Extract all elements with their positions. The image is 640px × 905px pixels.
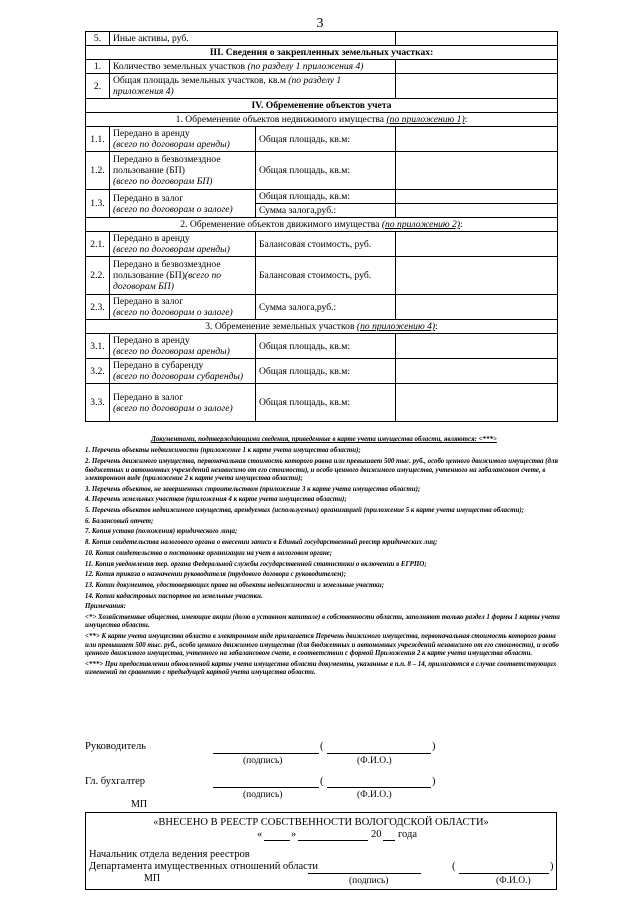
registry-stamp bbox=[85, 812, 557, 890]
subsection-title: 1. Обременение объектов недвижимого имущества (по приложению 1): bbox=[86, 113, 558, 127]
value-cell[interactable] bbox=[396, 74, 558, 99]
row-number: 1. bbox=[86, 60, 110, 74]
row-label: Иные активы, руб. bbox=[110, 32, 396, 46]
measure-label: Общая площадь, кв.м: bbox=[256, 359, 396, 384]
value-cell[interactable] bbox=[396, 232, 558, 257]
paren-open: ( bbox=[320, 776, 324, 787]
table-row bbox=[86, 232, 558, 257]
row-label: Общая площадь земельных участков, кв.м (по разделу 1 приложения 4) bbox=[110, 74, 396, 99]
row-number: 1.2. bbox=[86, 152, 110, 190]
measure-label: Общая площадь, кв.м: bbox=[256, 334, 396, 359]
list-item: 8. Копия свидетельства налогового органа о внесении записи в Единый государственный реестр юридических лиц; bbox=[85, 539, 438, 547]
stamp-name-line[interactable] bbox=[459, 873, 549, 874]
date-mid: » bbox=[291, 829, 297, 840]
table-row bbox=[86, 32, 558, 46]
date-year-suffix: года bbox=[398, 829, 417, 840]
signature-caption: (подпись) bbox=[349, 876, 389, 886]
table-row bbox=[86, 60, 558, 74]
value-cell[interactable] bbox=[396, 257, 558, 295]
row-label: Передано в аренду (всего по договорам аренды) bbox=[110, 127, 256, 152]
value-cell[interactable] bbox=[396, 334, 558, 359]
row-label: Передано в залог (всего по договорам о залоге) bbox=[110, 295, 256, 320]
value-cell[interactable] bbox=[396, 127, 558, 152]
paren-close: ) bbox=[432, 776, 436, 787]
accountant-label: Гл. бухгалтер bbox=[85, 776, 146, 787]
measure-label: Сумма залога,руб.: bbox=[256, 295, 396, 320]
row-number: 2.3. bbox=[86, 295, 110, 320]
subsection-title: 3. Обременение земельных участков (по приложению 4): bbox=[86, 320, 558, 334]
row-number: 2. bbox=[86, 74, 110, 99]
row-number: 2.2. bbox=[86, 257, 110, 295]
row-label: Передано в безвозмездное пользование (БП)(всего по договорам БП) bbox=[110, 257, 256, 295]
row-number: 3.1. bbox=[86, 334, 110, 359]
stamp-line1: Начальник отдела ведения реестров bbox=[89, 849, 250, 860]
list-item: 3. Перечень объектов, не завершенных строительством (приложение 3 к карте учета имущества области); bbox=[85, 485, 421, 493]
table-row bbox=[86, 127, 558, 152]
measure-label: Сумма залога,руб.: bbox=[256, 204, 396, 218]
accountant-signature-line[interactable] bbox=[213, 787, 319, 788]
list-item: 4. Перечень земельных участков (приложения 4 к карте учета имущества области); bbox=[85, 496, 347, 504]
measure-label: Общая площадь, кв.м: bbox=[256, 152, 396, 190]
date-year-line[interactable] bbox=[383, 840, 395, 841]
date-year: 20 bbox=[371, 829, 382, 840]
head-label: Руководитель bbox=[85, 741, 146, 752]
table-row bbox=[86, 257, 558, 295]
stamp-line2: Департамента имущественных отношений области bbox=[89, 861, 319, 872]
stamp-title: «ВНЕСЕНО В РЕЕСТР СОБСТВЕННОСТИ ВОЛОГОДСКОЙ ОБЛАСТИ» bbox=[153, 817, 489, 828]
measure-label: Балансовая стоимость, руб. bbox=[256, 257, 396, 295]
signature-caption: (подпись) bbox=[243, 756, 283, 766]
note-item: <**> К карте учета имущества области в электронном виде прилагается Перечень движимого имущества, первоначальная стоимость которого равна или превышает 500 тыс. руб., особо ценного движимого имущества (для бюджетных и автономных учреждений независимо от его стоимости), и особо ценного движимого имущества, учтенного на забалансовом счете, в соответствии с формой Приложения 2 к карте учета имущества области. bbox=[85, 633, 559, 657]
note-item: <***> При предоставлении обновленной карты учета имущества области документы, указанные в п.п. 8 – 14, прилагаются в случае соответствующих изменений по сравнению с предыдущей картой учета имущества области. bbox=[85, 660, 557, 677]
list-item: 2. Перечень движимого имущества, первоначальная стоимость которого равна или превышает 500 тыс. руб., особо ценного движимого имущества (для бюджетных и автономных учреждений независимо от его стоимости), и особо ценного движимого имущества, учтенного на забалансовом счете, в электронном виде (приложение 2 к карте учета имущества области); bbox=[85, 458, 559, 482]
row-number: 1.3. bbox=[86, 190, 110, 218]
table-row bbox=[86, 334, 558, 359]
row-number: 3.3. bbox=[86, 384, 110, 422]
list-item: 7. Копия устава (положения) юридического лица; bbox=[85, 528, 238, 536]
row-number: 3.2. bbox=[86, 359, 110, 384]
asset-table bbox=[85, 31, 558, 422]
table-row bbox=[86, 359, 558, 384]
value-cell[interactable] bbox=[396, 152, 558, 190]
row-label: Количество земельных участков (по разделу 1 приложения 4) bbox=[110, 60, 396, 74]
documents-list bbox=[85, 436, 563, 680]
list-item: 1. Перечень объекты недвижимости (приложение 1 к карте учета имущества области); bbox=[85, 447, 361, 455]
paren-open: ( bbox=[320, 741, 324, 752]
stamp-signature-line[interactable] bbox=[308, 873, 421, 874]
head-name-line[interactable] bbox=[327, 753, 431, 754]
name-caption: (Ф.И.О.) bbox=[357, 790, 392, 800]
table-row bbox=[86, 74, 558, 99]
paren-open: ( bbox=[452, 861, 456, 872]
subsection-title: 2. Обременение объектов движимого имущества (по приложению 2): bbox=[86, 218, 558, 232]
row-number: 2.1. bbox=[86, 232, 110, 257]
value-cell[interactable] bbox=[396, 190, 558, 204]
table-row bbox=[86, 384, 558, 422]
section4-title: IV. Обременение объектов учета bbox=[86, 99, 558, 113]
section3-title: III. Сведения о закрепленных земельных участках: bbox=[86, 46, 558, 60]
table-row bbox=[86, 190, 558, 204]
documents-heading: Документами, подтверждающими сведения, приведенные в карте учета имущества области, являются: <***> bbox=[151, 436, 497, 443]
value-cell[interactable] bbox=[396, 384, 558, 422]
value-cell[interactable] bbox=[396, 359, 558, 384]
table-row bbox=[86, 152, 558, 190]
paren-close: ) bbox=[432, 741, 436, 752]
measure-label: Общая площадь, кв.м: bbox=[256, 190, 396, 204]
paren-close: ) bbox=[550, 861, 554, 872]
measure-label: Балансовая стоимость, руб. bbox=[256, 232, 396, 257]
signature-caption: (подпись) bbox=[243, 790, 283, 800]
name-caption: (Ф.И.О.) bbox=[496, 876, 531, 886]
stamp-mp: МП bbox=[144, 873, 161, 884]
list-item: 5. Перечень объектов недвижимого имущества, арендуемых (используемых) организацией (приложение 5 к карте учета имущества области); bbox=[85, 507, 524, 515]
measure-label: Общая площадь, кв.м: bbox=[256, 384, 396, 422]
mp-label: МП bbox=[131, 799, 148, 810]
row-label: Передано в безвозмездное пользование (БП) (всего по договорам БП) bbox=[110, 152, 256, 190]
list-item: 12. Копия приказа о назначении руководителя (трудового договора с руководителем); bbox=[85, 571, 347, 579]
row-number: 1.1. bbox=[86, 127, 110, 152]
page-number: 3 bbox=[316, 16, 324, 31]
value-cell[interactable] bbox=[396, 295, 558, 320]
measure-label: Общая площадь, кв.м: bbox=[256, 127, 396, 152]
row-number: 5. bbox=[86, 32, 110, 46]
value-cell[interactable] bbox=[396, 204, 558, 218]
head-signature-line[interactable] bbox=[213, 753, 319, 754]
value-cell[interactable] bbox=[396, 32, 558, 46]
note-item: <*> Хозяйственные общества, имеющие акции (долю в уставном капитале) в собственности области, заполняют только раздел 1 формы 1 карты учета имущества области. bbox=[85, 614, 560, 630]
notes-title: Примечания: bbox=[85, 603, 126, 611]
date-day-line[interactable] bbox=[264, 840, 290, 841]
date-month-line[interactable] bbox=[298, 840, 368, 841]
accountant-name-line[interactable] bbox=[327, 787, 431, 788]
row-label: Передано в залог (всего по договорам о залоге) bbox=[110, 384, 256, 422]
row-label: Передано в субаренду (всего по договорам субаренды) bbox=[110, 359, 256, 384]
date-open: « bbox=[257, 829, 263, 840]
list-item: 14. Копии кадастровых паспортов на земельные участки. bbox=[85, 592, 263, 600]
table-row bbox=[86, 295, 558, 320]
row-label: Передано в аренду (всего по договорам аренды) bbox=[110, 334, 256, 359]
list-item: 13. Копии документов, удостоверяющих права на объекты недвижимости и земельные участки; bbox=[85, 581, 385, 589]
list-item: 6. Балансовый отчет; bbox=[85, 517, 154, 525]
list-item: 11. Копия уведомления тер. органа Федеральной службы государственной статистики о включении в ЕГРПО; bbox=[85, 560, 427, 568]
list-item: 10. Копия свидетельства о постановке организации на учет в налоговом органе; bbox=[85, 549, 332, 557]
row-label: Передано в аренду (всего по договорам аренды) bbox=[110, 232, 256, 257]
value-cell[interactable] bbox=[396, 60, 558, 74]
name-caption: (Ф.И.О.) bbox=[357, 756, 392, 766]
row-label: Передано в залог (всего по договорам о залоге) bbox=[110, 190, 256, 218]
